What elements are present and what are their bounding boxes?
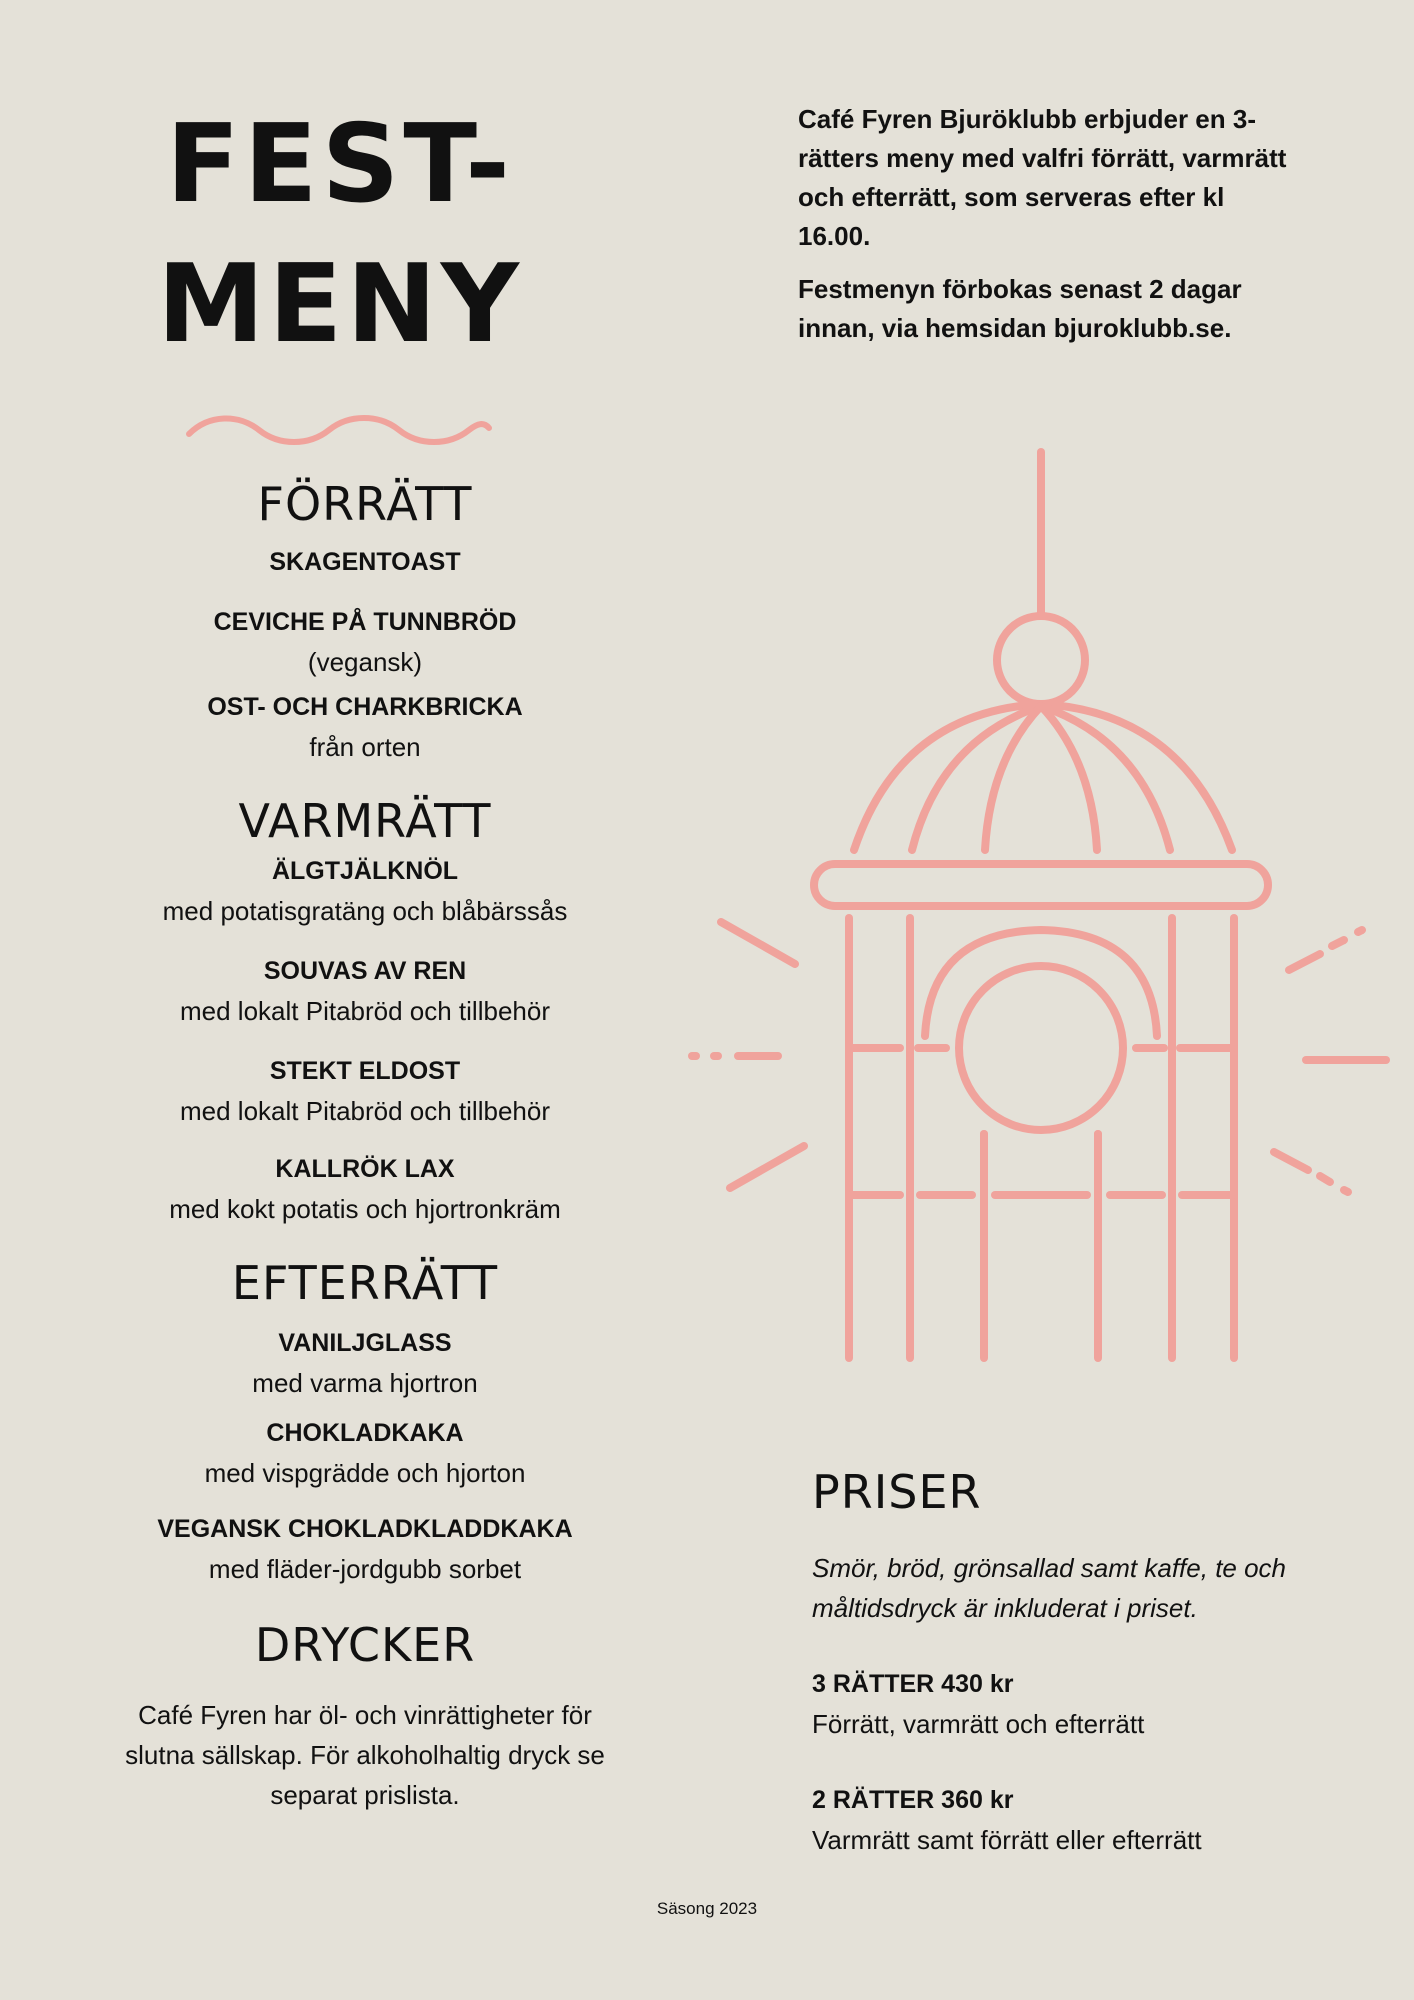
starters-section bbox=[90, 474, 640, 767]
starters-heading: FÖRRÄTT bbox=[257, 477, 473, 531]
menu-item-name: VEGANSK CHOKLADKLADDKAKA bbox=[157, 1515, 573, 1543]
intro-paragraph-1: Café Fyren Bjuröklubb erbjuder en 3-rätters meny med valfri förrätt, varmrätt och efterrätt, som serveras efter kl 16.00. bbox=[798, 104, 1287, 251]
menu-item-name: CEVICHE PÅ TUNNBRÖD bbox=[213, 608, 517, 636]
menu-item-desc: med kokt potatis och hjortronkräm bbox=[169, 1194, 561, 1224]
season-footer: Säsong 2023 bbox=[656, 1899, 758, 1918]
menu-item-name: SKAGENTOAST bbox=[269, 548, 461, 576]
prices-heading: PRISER bbox=[812, 1465, 982, 1519]
menu-item-desc: med fläder-jordgubb sorbet bbox=[208, 1554, 522, 1584]
menu-item-desc: med lokalt Pitabröd och tillbehör bbox=[180, 1096, 550, 1126]
intro-paragraph-2: Festmenyn förbokas senast 2 dagar innan, via hemsidan bjuroklubb.se. bbox=[798, 274, 1242, 343]
menu-item bbox=[90, 1509, 640, 1589]
menu-item bbox=[90, 951, 640, 1031]
mains-heading: VARMRÄTT bbox=[238, 794, 492, 848]
menu-item bbox=[90, 542, 640, 582]
menu-item-desc: från orten bbox=[309, 732, 421, 762]
menu-item-name: ÄLGTJÄLKNÖL bbox=[271, 857, 459, 885]
menu-item-desc: med lokalt Pitabröd och tillbehör bbox=[180, 996, 550, 1026]
menu-item-name: SOUVAS AV REN bbox=[263, 957, 467, 985]
price-option bbox=[812, 1780, 1332, 1860]
menu-item-name: OST- OCH CHARKBRICKA bbox=[207, 693, 523, 721]
menu-column bbox=[90, 470, 640, 1815]
menu-item bbox=[90, 851, 640, 931]
menu-item bbox=[90, 687, 640, 767]
drinks-text: Café Fyren har öl- och vinrättigheter för slutna sällskap. För alkoholhaltig dryck se separat prislista. bbox=[125, 1700, 605, 1810]
price-option-desc: Varmrätt samt förrätt eller efterrätt bbox=[812, 1825, 1202, 1855]
price-option-name: 3 RÄTTER 430 kr bbox=[812, 1670, 1014, 1698]
price-option-name: 2 RÄTTER 360 kr bbox=[812, 1786, 1014, 1814]
menu-item bbox=[90, 1413, 640, 1493]
desserts-heading: EFTERRÄTT bbox=[231, 1256, 499, 1310]
desserts-section bbox=[90, 1253, 640, 1589]
menu-item-desc: (vegansk) bbox=[307, 647, 423, 677]
page-title bbox=[130, 95, 550, 375]
wave-divider-icon bbox=[186, 408, 492, 448]
menu-item-name: KALLRÖK LAX bbox=[275, 1155, 455, 1183]
menu-item-desc: med vispgrädde och hjorton bbox=[204, 1458, 526, 1488]
prices-section bbox=[812, 1462, 1332, 1860]
menu-item bbox=[90, 602, 640, 682]
mains-section bbox=[90, 791, 640, 1229]
lighthouse-icon bbox=[680, 440, 1400, 1380]
price-option bbox=[812, 1664, 1332, 1744]
menu-item-name: STEKT ELDOST bbox=[269, 1057, 461, 1085]
price-option-desc: Förrätt, varmrätt och efterrätt bbox=[812, 1709, 1145, 1739]
menu-item-desc: med potatisgratäng och blåbärssås bbox=[162, 896, 568, 926]
menu-item bbox=[90, 1149, 640, 1229]
drinks-section bbox=[90, 1615, 640, 1815]
menu-item-name: VANILJGLASS bbox=[278, 1329, 452, 1357]
title-line-1: FEST- bbox=[166, 102, 514, 227]
drinks-heading: DRYCKER bbox=[254, 1618, 476, 1672]
menu-item bbox=[90, 1323, 640, 1403]
menu-item-name: CHOKLADKAKA bbox=[266, 1419, 464, 1447]
title-line-2: MENY bbox=[157, 242, 523, 367]
prices-note: Smör, bröd, grönsallad samt kaffe, te och måltidsdryck är inkluderat i priset. bbox=[812, 1553, 1287, 1623]
intro-text bbox=[798, 100, 1298, 348]
menu-item bbox=[90, 1051, 640, 1131]
menu-item-desc: med varma hjortron bbox=[252, 1368, 478, 1398]
